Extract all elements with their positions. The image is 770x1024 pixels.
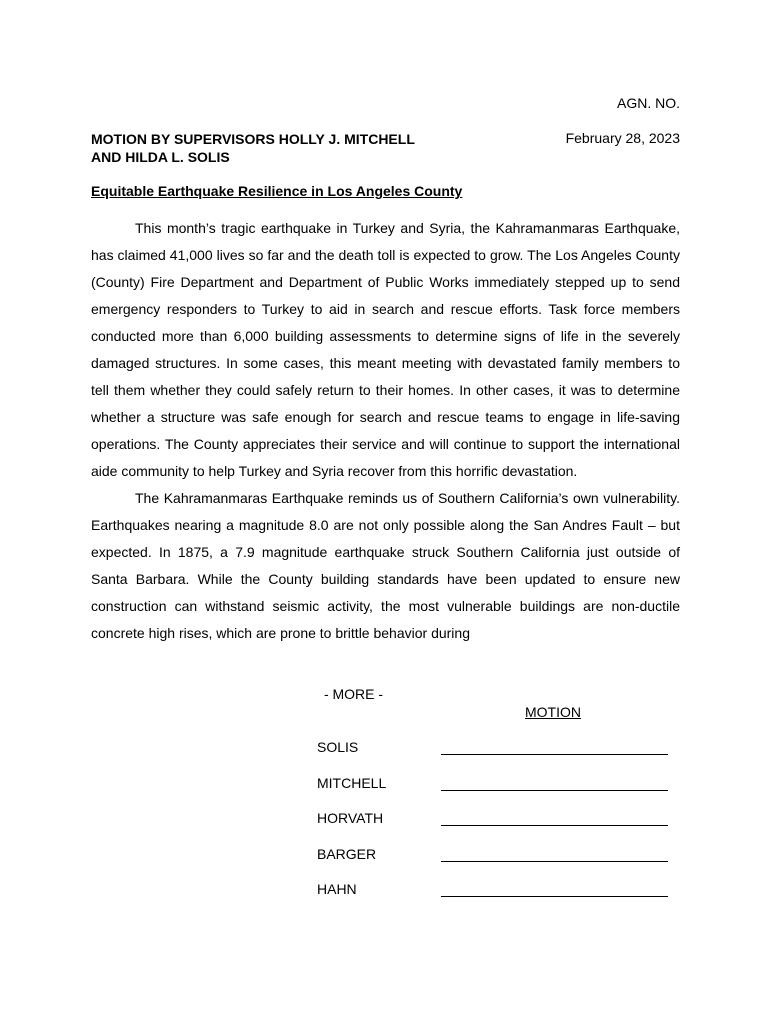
vote-signature-line: [441, 825, 668, 826]
vote-signature-line: [441, 896, 668, 897]
motion-vote-heading: MOTION: [525, 704, 581, 720]
body-paragraph-2: The Kahramanmaras Earthquake reminds us of Southern California’s own vulnerability. Earthquakes nearing a magnitude 8.0 are not only possible along the San Andres Fault – but expected. In 1875, a 7.9 magnitude earthquake struck Southern California just outside of Santa Barbara. While the County building standards have been updated to ensure new construction can withstand seismic activity, the most vulnerable buildings are non-ductile concrete high rises, which are prone to brittle behavior during: [91, 490, 680, 641]
body-paragraph-1: This month’s tragic earthquake in Turkey and Syria, the Kahramanmaras Earthquake, has claimed 41,000 lives so far and the death toll is expected to grow. The Los Angeles County (County) Fire Department and Department of Public Works immediately stepped up to send emergency responders to Turkey to aid in search and rescue efforts. Task force members conducted more than 6,000 building assessments to determine signs of life in the severely damaged structures. In some cases, this meant meeting with devastated family members to tell them whether they could safely return to their homes. In other cases, it was to determine whether a structure was safe enough for search and rescue teams to engage in life-saving operations. The County appreciates their service and will continue to support the international aide community to help Turkey and Syria recover from this horrific devastation.: [91, 220, 680, 479]
vote-name: MITCHELL: [317, 774, 387, 791]
vote-name: BARGER: [317, 845, 377, 862]
vote-name: SOLIS: [317, 739, 359, 755]
vote-row: [317, 808, 677, 844]
motion-date: February 28, 2023: [565, 130, 680, 146]
motion-sponsors-line-1: MOTION BY SUPERVISORS HOLLY J. MITCHELL: [91, 131, 415, 147]
motion-body: [91, 215, 680, 647]
motion-sponsors-line-2: AND HILDA L. SOLIS: [91, 149, 230, 165]
vote-signature-line: [441, 754, 668, 755]
vote-name: HORVATH: [317, 810, 384, 826]
vote-signature-line: [441, 790, 668, 791]
vote-row: [317, 773, 677, 809]
vote-row: [317, 737, 677, 773]
vote-row: [317, 879, 677, 915]
motion-subject: Equitable Earthquake Resilience in Los Angeles County: [91, 183, 463, 199]
motion-sponsors: [91, 130, 415, 166]
vote-table: [317, 737, 677, 915]
vote-name: HAHN: [317, 881, 357, 897]
vote-row: [317, 844, 677, 880]
vote-signature-line: [441, 861, 668, 862]
more-indicator: - MORE -: [323, 686, 384, 702]
agenda-number: AGN. NO.: [616, 95, 680, 111]
